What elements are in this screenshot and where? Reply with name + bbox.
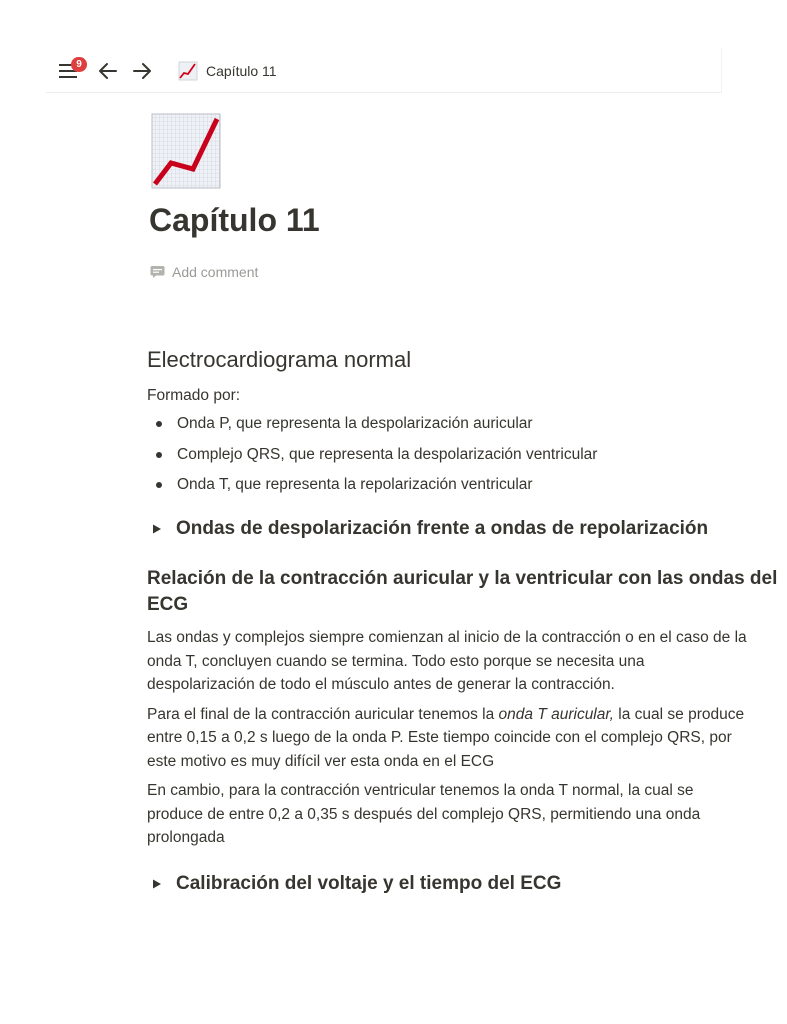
comment-icon bbox=[150, 265, 165, 279]
chart-increasing-icon bbox=[178, 61, 198, 81]
heading-relacion-contraccion[interactable]: Relación de la contracción auricular y la ventricular con las ondas del ECG bbox=[147, 568, 778, 615]
breadcrumb-title: Capítulo 11 bbox=[206, 63, 277, 79]
list-item-text: Complejo QRS, que representa la despolarización ventricular bbox=[177, 445, 598, 463]
arrow-right-icon bbox=[132, 62, 152, 80]
paragraph-ondas-complejos[interactable]: Las ondas y complejos siempre comienzan al inicio de la contracción o en el caso de la onda T, concluyen cuando se termina. Todo esto porque se necesita una despolarización de todo el músculo antes de generar la contracción. bbox=[147, 629, 747, 693]
page-title[interactable]: Capítulo 11 bbox=[149, 202, 320, 238]
bullet-dot bbox=[156, 421, 162, 427]
heading-electrocardiograma[interactable]: Electrocardiograma normal bbox=[147, 347, 412, 372]
add-comment-button[interactable] bbox=[150, 262, 258, 282]
paragraph-onda-t-auricular[interactable] bbox=[147, 703, 747, 774]
list-item-text: Onda T, que representa la repolarización ventricular bbox=[177, 476, 533, 493]
add-comment-label: Add comment bbox=[172, 264, 259, 280]
toggle-ondas-despolarizacion[interactable] bbox=[147, 511, 722, 547]
list-item[interactable] bbox=[147, 412, 722, 436]
page-content bbox=[147, 340, 778, 902]
forward-button[interactable] bbox=[129, 58, 155, 84]
italic-text: onda T auricular, bbox=[498, 705, 614, 723]
paragraph-contraccion-ventricular[interactable]: En cambio, para la contracción ventricular tenemos la onda T normal, la cual se produce de entre 0,2 a 0,35 s después del complejo QRS, permitiendo una onda prolongada bbox=[147, 782, 701, 846]
list-item[interactable] bbox=[147, 473, 722, 497]
paragraph-text: Para el final de la contracción auricular tenemos la bbox=[147, 705, 499, 723]
intro-text[interactable]: Formado por: bbox=[147, 387, 241, 404]
breadcrumb[interactable] bbox=[178, 59, 277, 83]
chart-increasing-icon[interactable] bbox=[151, 113, 221, 189]
list-item-text: Onda P, que representa la despolarización auricular bbox=[177, 415, 533, 432]
toggle-calibracion[interactable] bbox=[147, 866, 722, 902]
top-bar bbox=[46, 48, 722, 93]
notification-badge: 9 bbox=[71, 57, 87, 72]
toggle-title: Calibración del voltaje y el tiempo del ECG bbox=[176, 872, 562, 894]
paragraph-text: la cual se produce entre 0,15 a 0,2 s luego de la onda P. Este tiempo coincide con el complejo QRS, por este motivo es muy difícil ver esta onda en el ECG bbox=[147, 705, 745, 770]
bullet-list bbox=[147, 412, 722, 497]
arrow-left-icon bbox=[98, 62, 118, 80]
back-button[interactable] bbox=[95, 58, 121, 84]
toggle-triangle-icon[interactable] bbox=[152, 873, 174, 895]
toggle-title: Ondas de despolarización frente a ondas de repolarización bbox=[176, 518, 709, 539]
bullet-dot bbox=[156, 482, 162, 488]
bullet-dot bbox=[156, 452, 162, 458]
toggle-triangle-icon[interactable] bbox=[152, 518, 174, 540]
list-item[interactable] bbox=[147, 443, 722, 467]
